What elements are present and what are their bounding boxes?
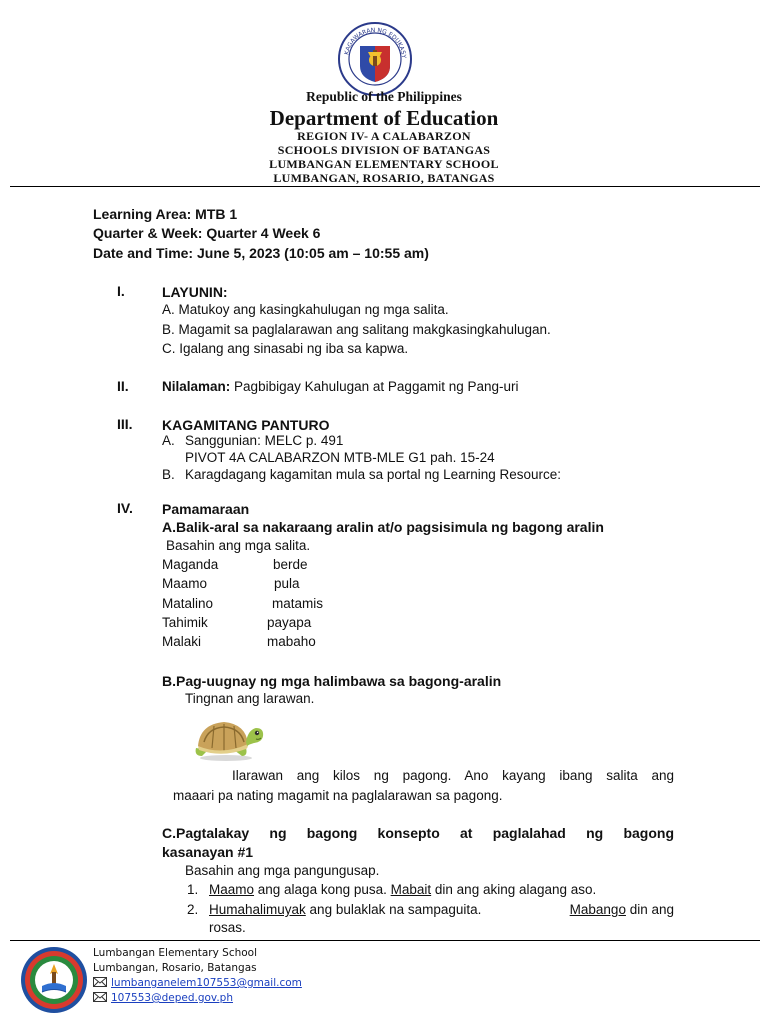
part-a-instruction: Basahin ang mga salita. — [166, 538, 311, 553]
part-b-instruction: Tingnan ang larawan. — [185, 691, 315, 706]
materials-a-label: A. — [162, 433, 175, 448]
header-divider — [10, 186, 760, 187]
section-2-content — [162, 378, 519, 396]
word-left-2: Maamo — [162, 576, 208, 591]
part-b-heading: B.Pag-uugnay ng mga halimbawa sa bagong-aralin — [162, 673, 502, 689]
turtle-image — [190, 712, 266, 762]
section-2-text: Pagbibigay Kahulugan at Paggamit ng Pang-uri — [234, 379, 519, 394]
sentence-1-text-2: din ang aking alagang aso. — [431, 882, 597, 897]
sentence-2-continuation: rosas. — [209, 920, 246, 935]
section-4-numeral: IV. — [117, 500, 133, 516]
part-b-paragraph-line2: maaari pa nating magamit na paglalarawan sa pagong. — [173, 788, 503, 803]
section-4-title: Pamamaraan — [162, 501, 250, 517]
section-2-label: Nilalaman: — [162, 379, 231, 394]
footer-email-2-row — [93, 991, 302, 1006]
turtle-icon — [190, 712, 266, 762]
deped-seal-icon — [338, 22, 412, 96]
learning-area: Learning Area: MTB 1 — [93, 206, 238, 222]
word-left-4: Tahimik — [162, 615, 208, 630]
word-left-1: Maganda — [162, 557, 219, 572]
section-2-numeral: II. — [117, 378, 129, 394]
school-line: LUMBANGAN ELEMENTARY SCHOOL — [269, 157, 499, 171]
objective-a: A. Matukoy ang kasingkahulugan ng mga salita. — [162, 302, 449, 317]
part-a-heading: A.Balik-aral sa nakaraang aralin at/o pagsisimula ng bagong aralin — [162, 519, 604, 535]
sentence-2-text-1: ang bulaklak na sampaguita. — [305, 902, 489, 917]
footer-email-2-link[interactable]: 107553@deped.gov.ph — [111, 992, 233, 1004]
footer-email-1-link[interactable]: lumbanganelem107553@gmail.com — [111, 977, 302, 989]
word-left-5: Malaki — [162, 634, 202, 649]
footer-contact — [93, 946, 302, 1006]
sentence-2-word-1: Humahalimuyak — [209, 902, 306, 917]
word-right-5: mabaho — [267, 634, 316, 649]
svg-text:KAGAWARAN NG EDUKASYON: KAGAWARAN NG EDUKASY — [343, 26, 408, 59]
footer-divider — [10, 940, 760, 941]
school-logo — [20, 946, 88, 1014]
sentence-2-text-2: din ang — [625, 902, 674, 917]
deped-seal — [338, 22, 412, 96]
footer-email-1-row — [93, 976, 302, 991]
date-time: Date and Time: June 5, 2023 (10:05 am – 10:55 am) — [93, 245, 429, 261]
region-line: REGION IV- A CALABARZON — [297, 129, 471, 143]
section-3-numeral: III. — [117, 416, 133, 432]
materials-a-text: Sanggunian: MELC p. 491 — [185, 433, 344, 448]
sentence-1 — [209, 881, 596, 899]
part-c-instruction: Basahin ang mga pangungusap. — [185, 863, 380, 878]
word-right-4: payapa — [267, 615, 312, 630]
sentence-2-word-2: Mabango — [569, 902, 626, 917]
sentence-1-word-2: Mabait — [390, 882, 432, 897]
mail-icon — [93, 992, 107, 1002]
word-right-3: matamis — [272, 596, 324, 611]
department-title: Department of Education — [269, 106, 499, 130]
sentence-2-number: 2. — [187, 902, 199, 917]
republic-line: Republic of the Philippines — [306, 89, 462, 104]
part-b-paragraph-line1: Ilarawan ang kilos ng pagong. Ano kayang ibang salita ang — [232, 768, 674, 783]
part-c-heading-line2: kasanayan #1 — [162, 844, 254, 860]
sentence-1-text-1: ang alaga kong pusa. — [254, 882, 391, 897]
footer-school-name: Lumbangan Elementary School — [93, 947, 258, 959]
footer-address: Lumbangan, Rosario, Batangas — [93, 962, 257, 974]
word-right-2: pula — [274, 576, 300, 591]
objective-c: C. Igalang ang sinasabi ng iba sa kapwa. — [162, 341, 409, 356]
materials-b-text: Karagdagang kagamitan mula sa portal ng Learning Resource: — [185, 467, 561, 482]
part-c-heading-line1: C.Pagtalakay ng bagong konsepto at paglalahad ng bagong — [162, 825, 674, 841]
word-left-3: Matalino — [162, 596, 214, 611]
section-1-title: LAYUNIN: — [162, 284, 228, 300]
quarter-week: Quarter & Week: Quarter 4 Week 6 — [93, 225, 321, 241]
materials-b-label: B. — [162, 467, 175, 482]
address-line: LUMBANGAN, ROSARIO, BATANGAS — [273, 171, 495, 185]
sentence-1-number: 1. — [187, 882, 199, 897]
section-3-title: KAGAMITANG PANTURO — [162, 417, 330, 433]
sentence-2 — [209, 901, 674, 919]
mail-icon — [93, 977, 107, 987]
word-right-1: berde — [273, 557, 308, 572]
sentence-1-word-1: Maamo — [209, 882, 255, 897]
objective-b: B. Magamit sa paglalarawan ang salitang makgkasingkahulugan. — [162, 322, 551, 337]
section-1-numeral: I. — [117, 283, 125, 299]
materials-a-text2: PIVOT 4A CALABARZON MTB-MLE G1 pah. 15-24 — [185, 450, 495, 465]
division-line: SCHOOLS DIVISION OF BATANGAS — [277, 143, 491, 157]
school-logo-icon — [20, 946, 88, 1014]
